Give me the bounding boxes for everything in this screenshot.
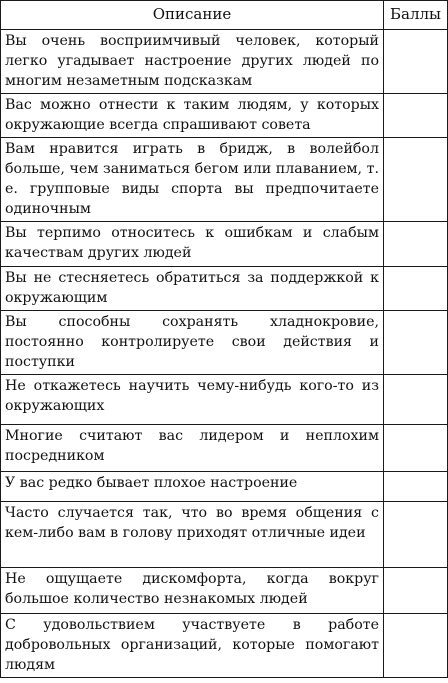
table-row: [1, 30, 448, 94]
table-row: [1, 222, 448, 267]
column-header-score: Баллы: [384, 1, 448, 30]
table-row: [1, 375, 448, 425]
row-score-cell: [384, 311, 448, 375]
row-score-cell: [384, 614, 448, 678]
row-score-cell: [384, 30, 448, 94]
table-header-row: [1, 1, 448, 30]
row-description: Не откажетесь научить чему-нибудь кого-то из окружающих: [1, 375, 384, 425]
row-description: Многие считают вас лидером и неплохим посредником: [1, 425, 384, 472]
row-score-cell: [384, 502, 448, 568]
row-score-cell: [384, 375, 448, 425]
row-description: Вас можно отнести к таким людям, у которых окружающие всегда спрашивают совета: [1, 94, 384, 138]
table-body: [1, 30, 448, 678]
column-header-description: Описание: [1, 1, 384, 30]
table-row: [1, 425, 448, 472]
row-description: Не ощущаете дискомфорта, когда вокруг большое количество незнакомых людей: [1, 568, 384, 614]
table-row: [1, 614, 448, 678]
row-description: Вы способны сохранять хладнокровие, постоянно контролируете свои действия и поступки: [1, 311, 384, 375]
table-row: [1, 502, 448, 568]
row-description: Вы очень восприимчивый человек, который легко угадывает настроение других людей по многим незаметным подсказкам: [1, 30, 384, 94]
row-score-cell: [384, 94, 448, 138]
row-score-cell: [384, 222, 448, 267]
row-score-cell: [384, 472, 448, 502]
row-description: С удовольствием участвуете в работе добровольных организаций, которые помогают людям: [1, 614, 384, 678]
table-row: [1, 267, 448, 311]
table-row: [1, 138, 448, 222]
table-row: [1, 472, 448, 502]
row-description: У вас редко бывает плохое настроение: [1, 472, 384, 502]
row-description: Вы не стесняетесь обратиться за поддержкой к окружающим: [1, 267, 384, 311]
row-description: Вы терпимо относитесь к ошибкам и слабым качествам других людей: [1, 222, 384, 267]
row-description: Часто случается так, что во время общения с кем-либо вам в голову приходят отличные идеи: [1, 502, 384, 568]
row-score-cell: [384, 267, 448, 311]
row-description: Вам нравится играть в бридж, в волейбол больше, чем заниматься бегом или плаванием, т. е. групповые виды спорта вы предпочитаете одиночным: [1, 138, 384, 222]
row-score-cell: [384, 138, 448, 222]
row-score-cell: [384, 425, 448, 472]
row-score-cell: [384, 568, 448, 614]
table-row: [1, 94, 448, 138]
table-row: [1, 311, 448, 375]
table-row: [1, 568, 448, 614]
